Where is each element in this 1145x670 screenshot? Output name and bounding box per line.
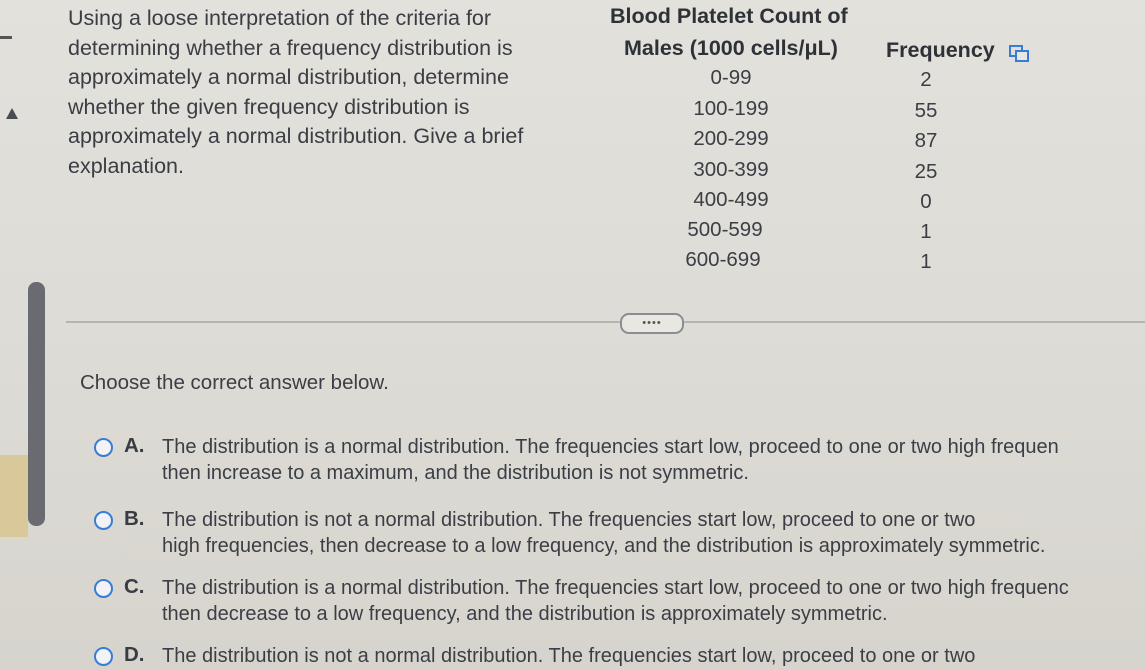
option-line: high frequencies, then decrease to a low frequency, and the distribution is approximately symmetric. <box>162 535 1046 557</box>
question-line: determining whether a frequency distribution is <box>68 35 513 60</box>
option-line: The distribution is a normal distribution. The frequencies start low, proceed to one or two high frequenc <box>162 577 1069 599</box>
option-letter: D. <box>124 643 145 666</box>
class-cell: 200-299 <box>693 127 769 150</box>
section-divider <box>66 321 1145 323</box>
question-line: whether the given frequency distribution is <box>68 94 470 119</box>
more-button[interactable]: •••• <box>620 313 684 334</box>
option-line: then increase to a maximum, and the distribution is not symmetric. <box>162 462 749 484</box>
class-cell: 100-199 <box>693 97 769 120</box>
class-cell: 300-399 <box>693 158 769 181</box>
option-letter: B. <box>124 507 145 530</box>
collapse-arrow-icon[interactable] <box>6 108 18 119</box>
table-header-title: Blood Platelet Count of <box>610 4 848 28</box>
radio-button[interactable] <box>94 438 113 457</box>
frequency-cell: 55 <box>914 99 938 122</box>
class-cell: 500-599 <box>687 218 763 241</box>
question-line: Using a loose interpretation of the criteria for <box>68 6 492 30</box>
question-line: approximately a normal distribution. Give a brief <box>68 124 524 148</box>
question-line: approximately a normal distribution, determine <box>68 65 509 89</box>
frequency-cell: 25 <box>914 160 938 183</box>
option-letter: A. <box>124 434 145 457</box>
radio-button[interactable] <box>94 579 113 598</box>
frequency-cell: 1 <box>920 250 932 273</box>
table-header-frequency: Frequency <box>886 38 995 62</box>
option-letter: C. <box>124 575 145 598</box>
side-highlight <box>0 455 28 537</box>
class-cell: 600-699 <box>685 248 761 271</box>
option-text <box>162 643 975 669</box>
frequency-cell: 2 <box>920 68 932 91</box>
option-text <box>162 575 1069 627</box>
option-text <box>162 434 1059 486</box>
answer-prompt: Choose the correct answer below. <box>80 371 389 394</box>
question-text <box>68 4 588 181</box>
class-cell: 400-499 <box>693 188 769 211</box>
option-line: The distribution is not a normal distribution. The frequencies start low, proceed to one or two <box>162 645 976 667</box>
option-line: then decrease to a low frequency, and the distribution is approximately symmetric. <box>162 603 888 625</box>
option-line: The distribution is not a normal distribution. The frequencies start low, proceed to one or two <box>162 509 976 531</box>
scrollbar-thumb[interactable] <box>28 282 45 526</box>
copy-icon[interactable] <box>1008 44 1030 64</box>
table-header-units: Males (1000 cells/μL) <box>624 36 838 60</box>
class-cell: 0-99 <box>710 66 752 89</box>
radio-button[interactable] <box>94 511 113 530</box>
option-text <box>162 507 1045 559</box>
frequency-cell: 87 <box>914 129 938 152</box>
left-rail-marker <box>0 36 12 39</box>
frequency-cell: 0 <box>920 190 932 213</box>
radio-button[interactable] <box>94 647 113 666</box>
option-line: The distribution is a normal distribution. The frequencies start low, proceed to one or two high frequen <box>162 436 1059 458</box>
question-line: explanation. <box>68 153 184 178</box>
frequency-cell: 1 <box>920 220 932 243</box>
